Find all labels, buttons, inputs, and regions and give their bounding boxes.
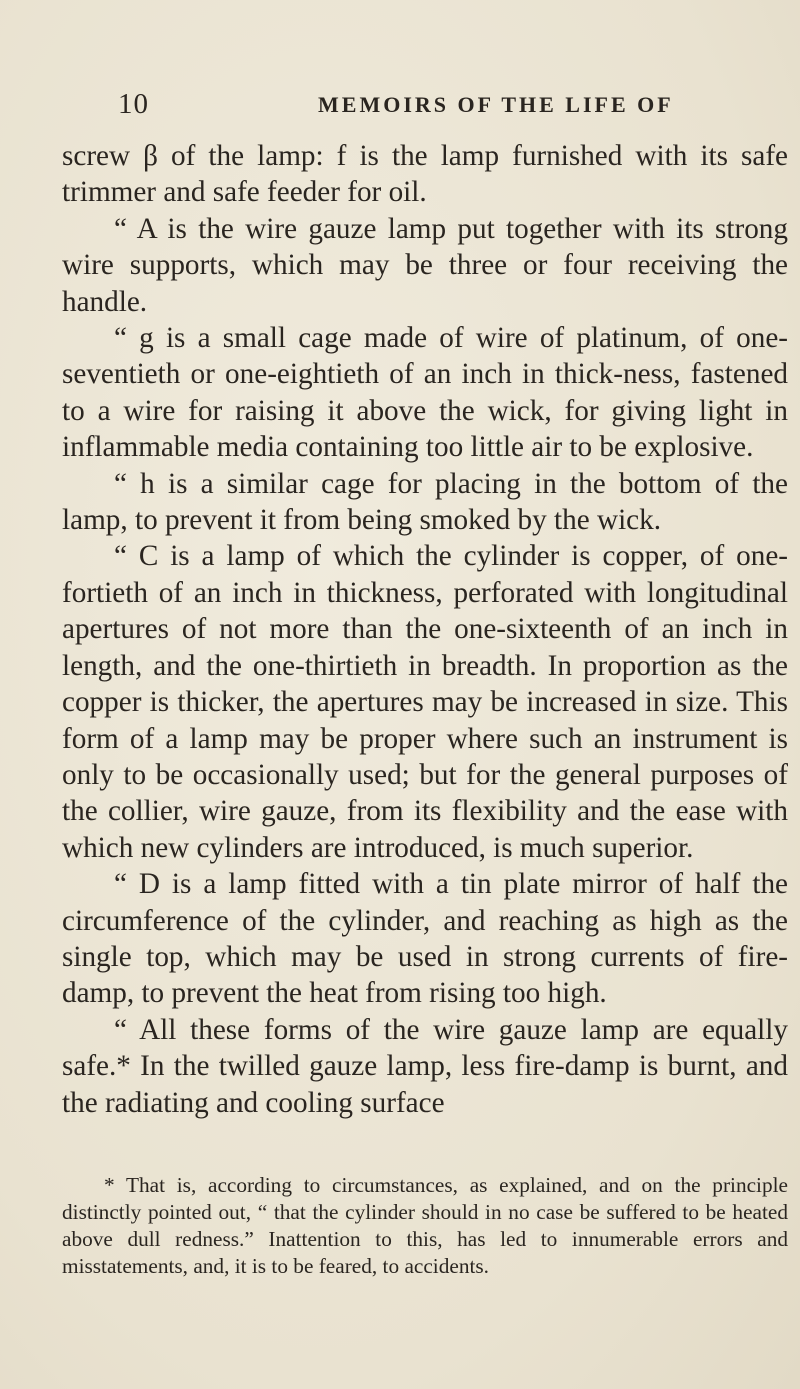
paragraph: “ g is a small cage made of wire of platinum, of one-seventieth or one-eightieth of an inch in thick-ness, fastened to a wire for raising it above the wick, for giving light in inflammable media containing too little air to be explosive. <box>62 322 788 464</box>
paragraph: “ D is a lamp fitted with a tin plate mirror of half the circumference of the cylinder, and reaching as high as the single top, which may be used in strong currents of fire-damp, to prevent the heat from rising too high. <box>62 868 788 1010</box>
page-header <box>118 88 778 128</box>
running-head: MEMOIRS OF THE LIFE OF <box>318 92 674 117</box>
footnote: * That is, according to circumstances, as explained, and on the principle distinctly pointed out, “ that the cylinder should in no case be suffered to be heated above dull redness.” Inattention to this, has led to innumerable errors and misstatements, and, it is to be feared, to accidents. <box>62 1173 788 1278</box>
paragraph: screw β of the lamp: f is the lamp furnished with its safe trimmer and safe feeder for oil. <box>62 140 788 209</box>
page-number: 10 <box>118 88 149 120</box>
body-text <box>62 138 788 1121</box>
paragraph: “ C is a lamp of which the cylinder is copper, of one-fortieth of an inch in thickness, perforated with longitudinal apertures of not more than the one-sixteenth of an inch in length, and the one-thirtieth in breadth. In proportion as the copper is thicker, the apertures may be increased in size. This form of a lamp may be proper where such an instrument is only to be occasionally used; but for the general purposes of the collier, wire gauze, from its flexibility and the ease with which new cylinders are introduced, is much superior. <box>62 540 788 864</box>
paragraph: “ A is the wire gauze lamp put together with its strong wire supports, which may be three or four receiving the handle. <box>62 212 788 318</box>
paragraph: “ All these forms of the wire gauze lamp are equally safe.* In the twilled gauze lamp, less fire-damp is burnt, and the radiating and cooling surface <box>62 1013 788 1119</box>
paragraph: “ h is a similar cage for placing in the bottom of the lamp, to prevent it from being smoked by the wick. <box>62 467 788 537</box>
